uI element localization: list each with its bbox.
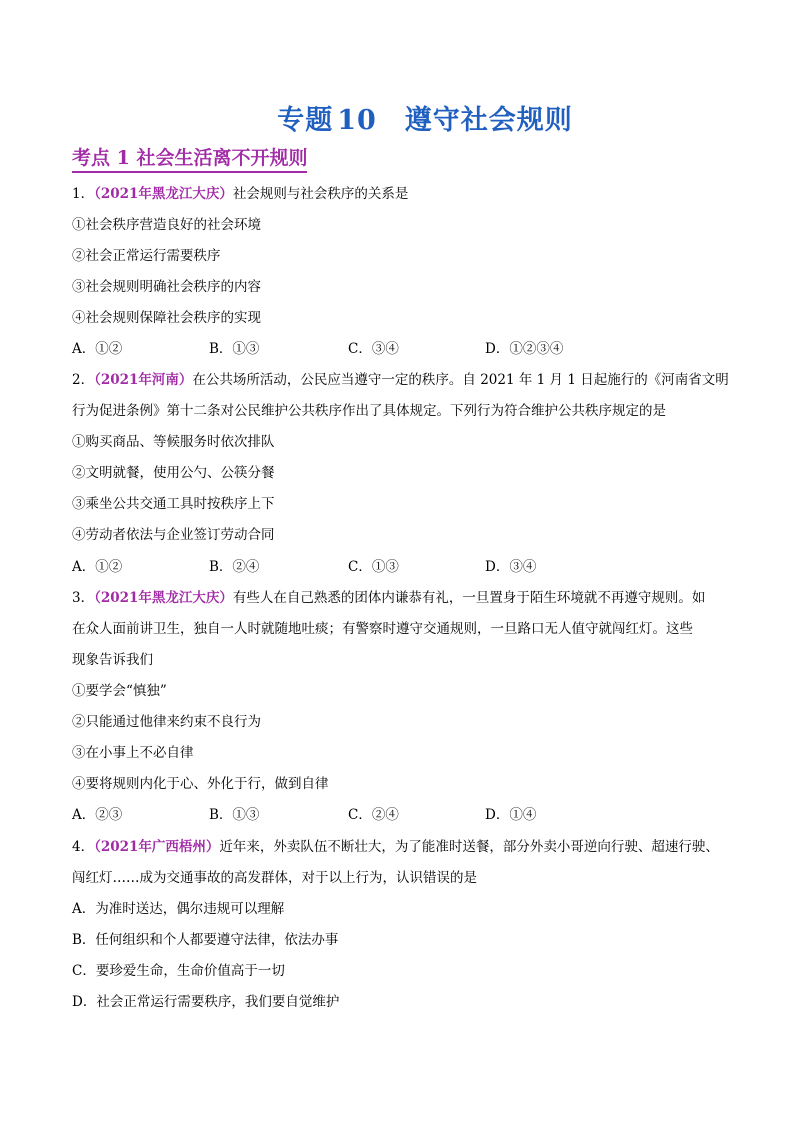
question-2-stem-1: 2．（2021年河南）在公共场所活动，公民应当遵守一定的秩序。自 2021 年 1 月 1 日起施行的《河南省文明 — [72, 372, 729, 388]
option-a: A．①② — [72, 341, 123, 357]
option-a: A．②③ — [72, 807, 123, 823]
option-a: A．①② — [72, 559, 123, 575]
question-4-option-c: C．要珍爱生命，生命价值高于一切 — [72, 963, 285, 979]
question-4-stem-1: 4．（2021年广西梧州）近年来，外卖队伍不断壮大，为了能准时送餐，部分外卖小哥逆向行驶、超速行驶、 — [72, 839, 719, 855]
option-c: C．①③ — [348, 559, 399, 575]
question-4-option-a: A．为准时送达，偶尔违规可以理解 — [72, 901, 285, 917]
option-b: B．②④ — [209, 559, 260, 575]
option-d: D．③④ — [485, 559, 537, 575]
option-d: D．①②③④ — [485, 341, 564, 357]
question-1-item-1: ①社会秩序营造良好的社会环境 — [72, 217, 261, 233]
question-3-stem-2: 在众人面前讲卫生，独自一人时就随地吐痰；有警察时遵守交通规则，一旦路口无人值守就闯红灯。这些 — [72, 621, 693, 637]
question-source: （2021年黑龙江大庆） — [94, 186, 233, 202]
question-source: （2021年广西梧州） — [94, 839, 220, 855]
question-1-item-2: ②社会正常运行需要秩序 — [72, 248, 221, 264]
option-d: D．①④ — [485, 807, 537, 823]
question-2-item-4: ④劳动者依法与企业签订劳动合同 — [72, 527, 275, 543]
question-3-item-1: ①要学会“慎独” — [72, 683, 167, 699]
question-4-option-b: B．任何组织和个人都要遵守法律，依法办事 — [72, 932, 339, 948]
option-c: C．③④ — [348, 341, 399, 357]
option-b: B．①③ — [209, 807, 260, 823]
question-source: （2021年黑龙江大庆） — [94, 590, 233, 606]
page-title — [0, 98, 794, 137]
option-c: C．②④ — [348, 807, 399, 823]
question-4-option-d: D．社会正常运行需要秩序，我们要自觉维护 — [72, 994, 340, 1010]
question-3-stem-3: 现象告诉我们 — [72, 652, 153, 668]
question-source: （2021年河南） — [94, 372, 193, 388]
question-2-stem-2: 行为促进条例》第十二条对公民维护公共秩序作出了具体规定。下列行为符合维护公共秩序规定的是 — [72, 403, 666, 419]
question-1-item-3: ③社会规则明确社会秩序的内容 — [72, 279, 261, 295]
question-3-stem-1: 3．（2021年黑龙江大庆）有些人在自己熟悉的团体内谦恭有礼，一旦置身于陌生环境就不再遵守规则。如 — [72, 590, 706, 606]
question-4-stem-2: 闯红灯……成为交通事故的高发群体，对于以上行为，认识错误的是 — [72, 870, 477, 886]
title-text: 遵守社会规则 — [404, 105, 573, 136]
section-heading: 考点 1 社会生活离不开规则 — [72, 146, 307, 173]
question-3-item-4: ④要将规则内化于心、外化于行，做到自律 — [72, 776, 329, 792]
title-prefix: 专题 — [277, 105, 334, 136]
question-1-item-4: ④社会规则保障社会秩序的实现 — [72, 310, 261, 326]
question-3-item-2: ②只能通过他律来约束不良行为 — [72, 714, 261, 730]
question-2-item-2: ②文明就餐，使用公勺、公筷分餐 — [72, 465, 275, 481]
title-number: 10 — [337, 105, 377, 136]
question-2-item-3: ③乘坐公共交通工具时按秩序上下 — [72, 496, 275, 512]
question-2-item-1: ①购买商品、等候服务时依次排队 — [72, 434, 275, 450]
option-b: B．①③ — [209, 341, 260, 357]
question-1-stem: 1．（2021年黑龙江大庆）社会规则与社会秩序的关系是 — [72, 186, 409, 202]
question-3-item-3: ③在小事上不必自律 — [72, 745, 194, 761]
